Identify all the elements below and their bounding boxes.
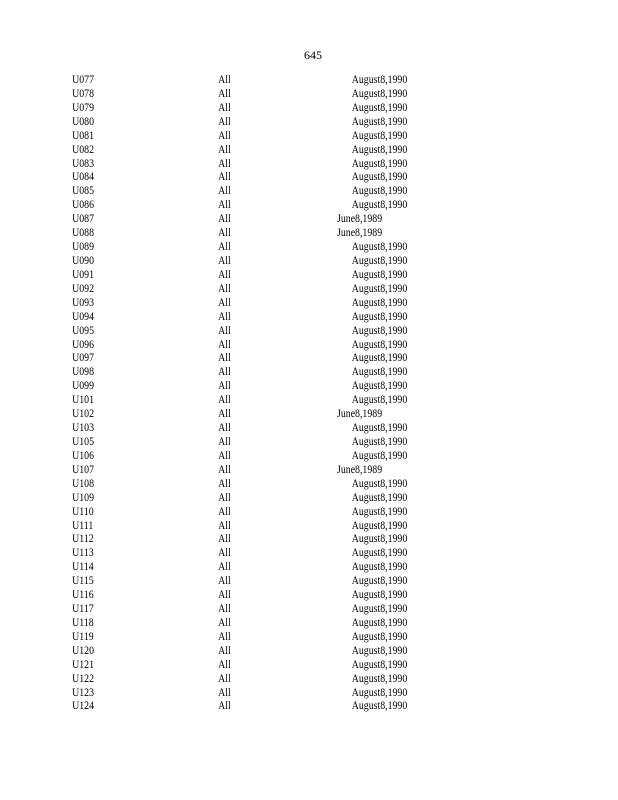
effective-date-cell: August8,1990 [351,420,408,435]
effective-date-cell: August8,1990 [351,155,408,170]
table-row [0,435,618,449]
table-row [0,449,618,463]
effective-date-cell: August8,1990 [351,433,408,448]
waste-code-cell: U116 [72,587,94,602]
table-row [0,407,618,421]
waste-code-cell: U084 [72,169,95,184]
effective-date-cell: August8,1990 [351,642,408,657]
effective-date-cell: August8,1990 [351,127,408,142]
table-row [0,296,618,310]
effective-date-cell: August8,1990 [351,587,408,602]
effective-date-cell: August8,1990 [351,239,408,254]
table-row [0,672,618,686]
scope-cell: All [218,169,231,184]
scope-cell: All [218,183,231,198]
effective-date-cell: August8,1990 [351,392,408,407]
table-row [0,379,618,393]
scope-cell: All [218,378,231,393]
table-row [0,212,618,226]
table-row [0,129,618,143]
table-row [0,351,618,365]
waste-code-cell: U099 [72,378,95,393]
scope-cell: All [218,252,231,267]
effective-date-cell: August8,1990 [351,266,408,281]
waste-code-cell: U108 [72,475,95,490]
table-row [0,198,618,212]
table-row [0,282,618,296]
waste-code-cell: U094 [72,308,95,323]
waste-code-cell: U091 [72,266,95,281]
table-row [0,491,618,505]
scope-cell: All [218,406,231,421]
table-row [0,686,618,700]
table-row [0,658,618,672]
table-row [0,560,618,574]
effective-date-cell: August8,1990 [351,684,408,699]
table-row [0,101,618,115]
effective-date-cell: August8,1990 [351,628,408,643]
waste-code-cell: U106 [72,447,95,462]
scope-cell: All [218,225,231,240]
table-row [0,393,618,407]
waste-code-cell: U109 [72,489,95,504]
scope-cell: All [218,155,231,170]
table-row [0,184,618,198]
waste-code-cell: U077 [72,72,95,86]
waste-code-cell: U102 [72,406,95,421]
waste-code-cell: U107 [72,461,95,476]
waste-code-cell: U113 [72,545,94,560]
scope-cell: All [218,113,231,128]
effective-date-cell: August8,1990 [351,99,408,114]
table-row [0,477,618,491]
scope-cell: All [218,601,231,616]
table-row [0,254,618,268]
effective-date-cell: August8,1990 [351,531,408,546]
table-row [0,463,618,477]
table-row [0,602,618,616]
table-row [0,421,618,435]
table-row [0,226,618,240]
table-row [0,310,618,324]
waste-code-cell: U095 [72,322,95,337]
effective-date-cell: August8,1990 [351,503,408,518]
waste-code-cell: U082 [72,141,95,156]
scope-cell: All [218,503,231,518]
effective-date-cell: August8,1990 [351,670,408,685]
effective-date-cell: August8,1990 [351,197,408,212]
effective-date-cell: August8,1990 [351,489,408,504]
waste-code-cell: U086 [72,197,95,212]
page-number: 645 [304,48,322,62]
table-row [0,519,618,533]
effective-date-cell: August8,1990 [351,85,408,100]
effective-date-cell: June8,1989 [337,461,383,476]
scope-cell: All [218,433,231,448]
effective-date-cell: August8,1990 [351,336,408,351]
waste-code-cell: U083 [72,155,95,170]
table-row [0,143,618,157]
effective-date-cell: August8,1990 [351,447,408,462]
scope-cell: All [218,684,231,699]
scope-cell: All [218,127,231,142]
waste-code-cell: U101 [72,392,95,407]
scope-cell: All [218,280,231,295]
table-row [0,87,618,101]
waste-code-cell: U118 [72,614,94,629]
scope-cell: All [218,489,231,504]
waste-code-cell: U090 [72,252,95,267]
waste-code-cell: U115 [72,573,94,588]
waste-code-cell: U111 [72,517,94,532]
waste-code-cell: U096 [72,336,95,351]
scope-cell: All [218,141,231,156]
table-row [0,630,618,644]
effective-date-cell: August8,1990 [351,350,408,365]
table-row [0,338,618,352]
effective-date-cell: August8,1990 [351,294,408,309]
waste-code-cell: U105 [72,433,95,448]
effective-date-cell: August8,1990 [351,656,408,671]
effective-date-cell: August8,1990 [351,72,408,86]
waste-code-cell: U093 [72,294,95,309]
waste-code-cell: U120 [72,642,95,657]
table-row [0,324,618,338]
scope-cell: All [218,628,231,643]
table-row [0,365,618,379]
table-row [0,157,618,171]
table-row [0,240,618,254]
scope-cell: All [218,308,231,323]
scope-cell: All [218,350,231,365]
effective-date-cell: August8,1990 [351,517,408,532]
scope-cell: All [218,294,231,309]
waste-code-cell: U088 [72,225,95,240]
waste-code-cell: U121 [72,656,95,671]
scope-cell: All [218,420,231,435]
waste-code-table [0,73,618,713]
scope-cell: All [218,72,231,86]
waste-code-cell: U085 [72,183,95,198]
table-row [0,532,618,546]
scope-cell: All [218,614,231,629]
effective-date-cell: August8,1990 [351,698,408,713]
effective-date-cell: August8,1990 [351,252,408,267]
table-row [0,115,618,129]
effective-date-cell: June8,1989 [337,406,383,421]
table-row [0,268,618,282]
scope-cell: All [218,642,231,657]
waste-code-cell: U080 [72,113,95,128]
waste-code-cell: U089 [72,239,95,254]
table-row [0,170,618,184]
effective-date-cell: August8,1990 [351,113,408,128]
waste-code-cell: U097 [72,350,95,365]
waste-code-cell: U112 [72,531,94,546]
scope-cell: All [218,475,231,490]
scope-cell: All [218,559,231,574]
waste-code-cell: U087 [72,211,95,226]
effective-date-cell: August8,1990 [351,614,408,629]
scope-cell: All [218,266,231,281]
scope-cell: All [218,573,231,588]
waste-code-cell: U123 [72,684,95,699]
scope-cell: All [218,211,231,226]
waste-code-cell: U119 [72,628,94,643]
waste-code-cell: U078 [72,85,95,100]
scope-cell: All [218,336,231,351]
effective-date-cell: August8,1990 [351,141,408,156]
waste-code-cell: U114 [72,559,94,574]
waste-code-cell: U092 [72,280,95,295]
waste-code-cell: U124 [72,698,95,713]
scope-cell: All [218,85,231,100]
effective-date-cell: August8,1990 [351,322,408,337]
waste-code-cell: U122 [72,670,95,685]
effective-date-cell: August8,1990 [351,545,408,560]
waste-code-cell: U117 [72,601,94,616]
table-row [0,616,618,630]
effective-date-cell: August8,1990 [351,169,408,184]
scope-cell: All [218,99,231,114]
effective-date-cell: June8,1989 [337,225,383,240]
effective-date-cell: August8,1990 [351,475,408,490]
scope-cell: All [218,656,231,671]
scope-cell: All [218,392,231,407]
effective-date-cell: August8,1990 [351,601,408,616]
effective-date-cell: August8,1990 [351,378,408,393]
scope-cell: All [218,197,231,212]
table-row [0,644,618,658]
waste-code-cell: U103 [72,420,95,435]
effective-date-cell: June8,1989 [337,211,383,226]
scope-cell: All [218,461,231,476]
effective-date-cell: August8,1990 [351,559,408,574]
waste-code-cell: U081 [72,127,95,142]
table-row [0,505,618,519]
table-row [0,588,618,602]
effective-date-cell: August8,1990 [351,183,408,198]
scope-cell: All [218,322,231,337]
waste-code-cell: U110 [72,503,94,518]
scope-cell: All [218,545,231,560]
table-row [0,574,618,588]
scope-cell: All [218,447,231,462]
table-row [0,699,618,713]
scope-cell: All [218,239,231,254]
effective-date-cell: August8,1990 [351,573,408,588]
waste-code-cell: U079 [72,99,95,114]
effective-date-cell: August8,1990 [351,364,408,379]
scope-cell: All [218,531,231,546]
scope-cell: All [218,698,231,713]
scope-cell: All [218,587,231,602]
scope-cell: All [218,670,231,685]
scope-cell: All [218,517,231,532]
effective-date-cell: August8,1990 [351,308,408,323]
waste-code-cell: U098 [72,364,95,379]
table-row [0,73,618,87]
scope-cell: All [218,364,231,379]
table-row [0,546,618,560]
effective-date-cell: August8,1990 [351,280,408,295]
